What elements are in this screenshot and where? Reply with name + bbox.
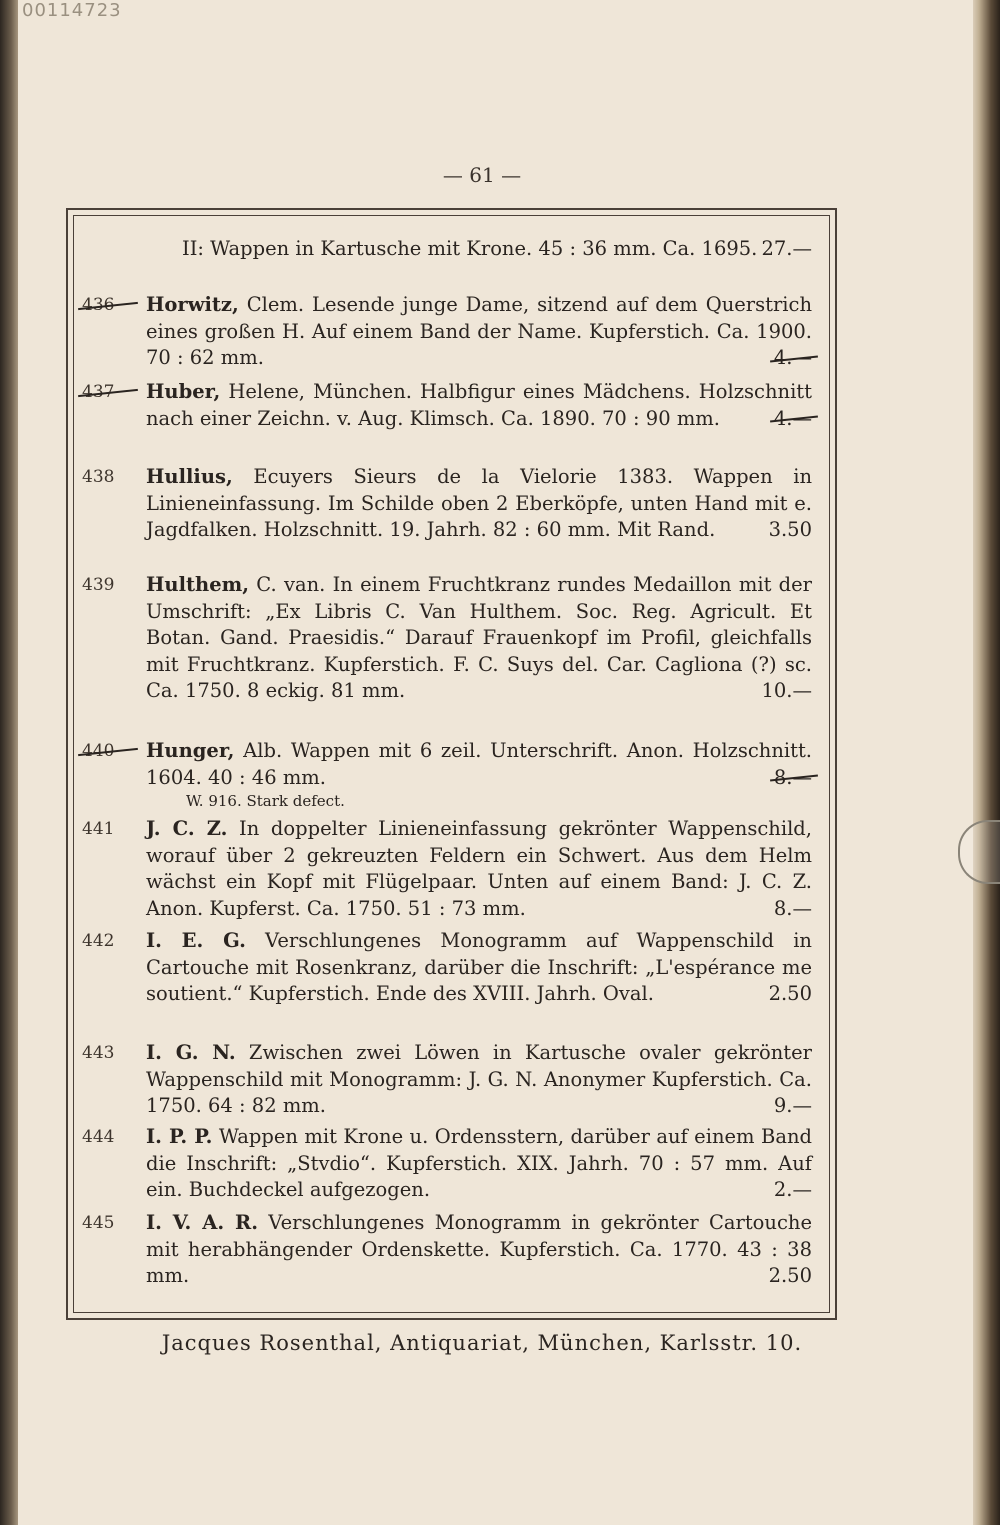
entry-name: Hullius,: [146, 465, 233, 488]
entry-number: 438: [82, 467, 115, 487]
catalog-entry: [82, 464, 812, 544]
entry-name: Horwitz,: [146, 293, 239, 316]
entry-name: Huber,: [146, 380, 221, 403]
entry-text: Clem. Lesende junge Dame, sitzend auf dem Querstrich eines großen H. Auf einem Band der Name. Kupferstich. Ca. 1900. 70 : 62 mm.: [146, 293, 812, 369]
entry-price: 8.—: [774, 765, 812, 792]
entry-number: 442: [82, 931, 115, 951]
entry-note: W. 916. Stark defect.: [186, 792, 345, 810]
entry-price: 2.—: [773, 1178, 812, 1201]
entry-number: 444: [82, 1127, 115, 1147]
entry-text: Ecuyers Sieurs de la Vielorie 1383. Wappen in Linieneinfassung. Im Schilde oben 2 Eberköpfe, unten Hand mit e. Jagdfalken. Holzschnitt. 19. Jahrh. 82 : 60 mm. Mit Rand.: [146, 465, 812, 541]
entry-price: 4.—: [774, 345, 812, 372]
entry-name: I. E. G.: [146, 929, 246, 952]
catalog-entry: [82, 572, 812, 705]
entry-text: Verschlungenes Monogramm auf Wappenschild in Cartouche mit Rosenkranz, darüber die Inschrift: „L'espérance me soutient.“ Kupferstich. Ende des XVIII. Jahrh. Oval.: [146, 929, 812, 1005]
catalog-entry: [82, 1210, 812, 1290]
entry-name: Hulthem,: [146, 573, 250, 596]
entry-number: 440: [82, 738, 132, 765]
entry-number: 445: [82, 1213, 115, 1233]
entry-price: 9.—: [773, 1094, 812, 1117]
entry-text: Helene, München. Halbfigur eines Mädchens. Holzschnitt nach einer Zeichn. v. Aug. Klimsch. Ca. 1890. 70 : 90 mm.: [146, 380, 812, 430]
entry-price: 27.—: [761, 237, 812, 260]
entry-price: 10.—: [761, 679, 812, 702]
entry-text: II: Wappen in Kartusche mit Krone. 45 : 36 mm. Ca. 1695.: [182, 237, 758, 260]
entry-number: 441: [82, 819, 115, 839]
entry-price: 2.50: [768, 982, 812, 1005]
entry-text: C. van. In einem Fruchtkranz rundes Medaillon mit der Umschrift: „Ex Libris C. Van Hulthem. Soc. Reg. Agricult. Et Botan. Gand. Praesidis.“ Darauf Frauenkopf im Profil, gleichfalls mit Fruchtkranz. Kupferstich. F. C. Suys del. Car. Cagliona (?) sc. Ca. 1750. 8 eckig. 81 mm.: [146, 573, 812, 702]
entry-price: 2.50: [768, 1264, 812, 1287]
catalog-entry: [82, 738, 812, 811]
publisher-footer: Jacques Rosenthal, Antiquariat, München, Karlsstr. 10.: [161, 1331, 803, 1355]
entry-name: I. V. A. R.: [146, 1211, 258, 1234]
entry-price: 4.—: [774, 406, 812, 433]
page-edge: [970, 0, 1000, 1525]
entry-number: 443: [82, 1043, 115, 1063]
catalog-entry: [82, 236, 812, 263]
entry-name: Hunger,: [146, 739, 235, 762]
catalog-entry: [82, 816, 812, 922]
entry-number: 439: [82, 575, 115, 595]
entry-name: I. G. N.: [146, 1041, 236, 1064]
entry-price: 8.—: [773, 896, 812, 920]
entry-price: 3.50: [768, 518, 812, 541]
entry-number: 436: [82, 292, 132, 319]
entry-name: I. P. P.: [146, 1125, 213, 1148]
catalog-entry: [82, 1124, 812, 1204]
catalog-entry: [82, 292, 812, 372]
entry-number: 437: [82, 379, 132, 406]
entry-text: Zwischen zwei Löwen in Kartusche ovaler gekrönter Wappenschild mit Monogramm: J. G. N. Anonymer Kupferstich. Ca. 1750. 64 : 82 mm.: [146, 1041, 812, 1117]
entry-text: Verschlungenes Monogramm in gekrönter Cartouche mit herabhängender Ordenskette. Kupferstich. Ca. 1770. 43 : 38 mm.: [146, 1211, 812, 1287]
catalog-entry: [82, 928, 812, 1008]
scan-id: 00114723: [22, 0, 122, 21]
entry-name: J. C. Z.: [146, 817, 228, 840]
entry-text: Alb. Wappen mit 6 zeil. Unterschrift. Anon. Holzschnitt. 1604. 40 : 46 mm.: [146, 739, 812, 789]
entry-text: In doppelter Linieneinfassung gekrönter Wappenschild, worauf über 2 gekreuzten Feldern ein Schwert. Aus dem Helm wächst ein Kopf mit Flügelpaar. Unten auf einem Band: J. C. Z. Anon. Kupferst. Ca. 1750. 51 : 73 mm.: [146, 817, 812, 920]
catalog-entry: [82, 379, 812, 432]
page-number: — 61 —: [442, 163, 522, 187]
catalog-entry: [82, 1040, 812, 1120]
entry-text: Wappen mit Krone u. Ordensstern, darüber auf einem Band die Inschrift: „Stvdio“. Kupferstich. XIX. Jahrh. 70 : 57 mm. Auf ein. Buchdeckel aufgezogen.: [146, 1125, 812, 1201]
